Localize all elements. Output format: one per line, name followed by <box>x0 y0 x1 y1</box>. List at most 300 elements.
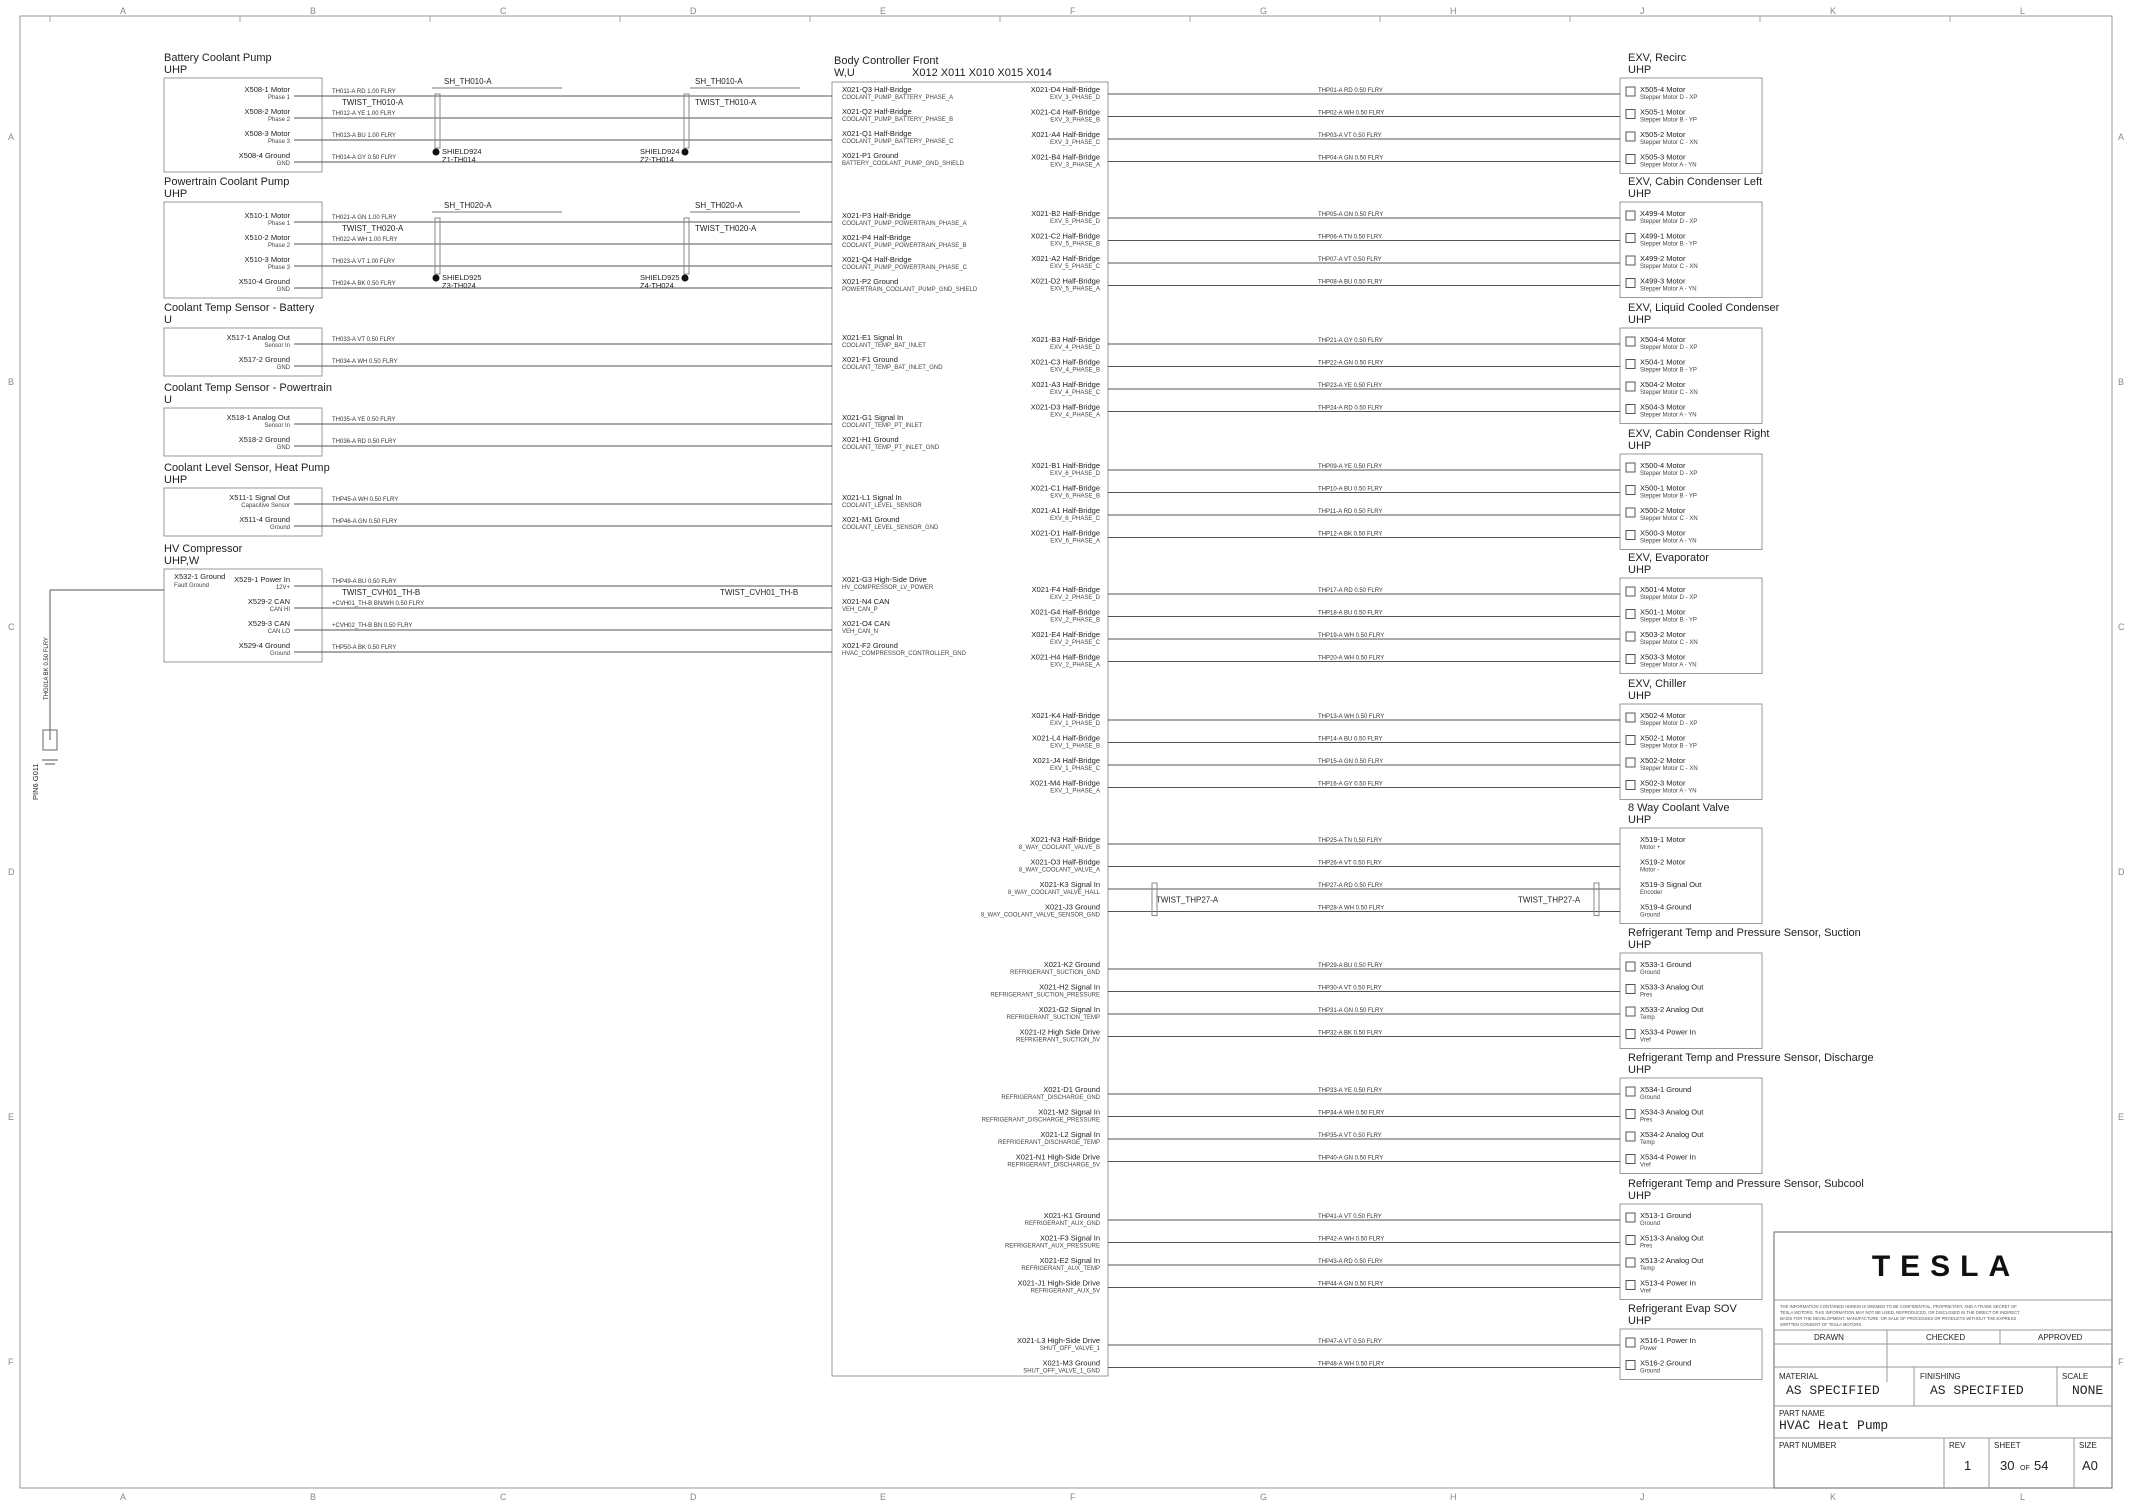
right-pin-label: X534-1 Ground <box>1640 1085 1692 1094</box>
wire-label: THP08-A BU 0.50 FLRY <box>1318 279 1383 286</box>
controller-left-pin: X021-Q4 Half-Bridge <box>842 255 912 264</box>
controller-right-signal: EXV_3_PHASE_D <box>1049 95 1100 101</box>
right-pin-sub: Vref <box>1640 1162 1651 1169</box>
wire-label: TH021-A GN 1.00 FLRY <box>332 215 397 221</box>
right-pin-sub: Stepper Motor D - XP <box>1640 595 1698 601</box>
right-pin-sub: Ground <box>1640 1095 1661 1101</box>
right-pin-sub: Ground <box>1640 970 1661 976</box>
right-pin-sub: Stepper Motor C - XN <box>1640 140 1698 146</box>
controller-right-signal: SHUT_OFF_VALVE_1_GND <box>1023 1368 1100 1375</box>
controller-right-signal: REFRIGERANT_SUCTION_PRESSURE <box>990 992 1100 999</box>
controller-right-pin: X021-K3 Signal In <box>1039 880 1100 889</box>
shield-node-dot <box>433 275 440 282</box>
left-pin-sub: GND <box>276 161 290 167</box>
pin-checkbox-icon <box>1626 256 1635 265</box>
right-pin-label: X501-4 Motor <box>1640 585 1686 594</box>
right-pin-sub: Stepper Motor B - YP <box>1640 743 1697 750</box>
controller-right-pin: X021-L4 Half-Bridge <box>1032 733 1100 743</box>
controller-right-signal: EXV_1_PHASE_C <box>1049 766 1100 772</box>
scale-value: NONE <box>2072 1383 2104 1398</box>
pin-checkbox-icon <box>1626 87 1635 96</box>
controller-right-pin: X021-J4 Half-Bridge <box>1032 756 1100 765</box>
grid-row-label-right: B <box>2118 377 2125 387</box>
pin-checkbox-icon <box>1626 632 1635 641</box>
pin-checkbox-icon <box>1626 155 1635 164</box>
left-pin-sub: Sensor In <box>264 423 290 429</box>
right-pin-label: X519-4 Ground <box>1640 902 1692 912</box>
right-pin-sub: Temp <box>1640 1140 1655 1146</box>
controller-right-pin: X021-C4 Half-Bridge <box>1030 107 1100 117</box>
grid-row-label-left: B <box>8 377 15 387</box>
right-pin-sub: Stepper Motor A - YN <box>1640 538 1697 545</box>
twist-label-right: TWIST_CVH01_TH-B <box>720 588 799 597</box>
approved-label: APPROVED <box>2038 1333 2083 1342</box>
right-pin-label: X504-3 Motor <box>1640 402 1686 412</box>
grid-row-label-left: F <box>8 1357 14 1367</box>
twist-label: TWIST_THP27-A <box>1156 895 1219 905</box>
controller-right-pin: X021-B2 Half-Bridge <box>1031 209 1100 218</box>
confidential-notice: WRITTEN CONSENT OF TESLA MOTORS. <box>1780 1322 1863 1327</box>
pin-checkbox-icon <box>1626 781 1635 790</box>
left-pin-label: X529-1 Power In <box>234 575 290 584</box>
right-pin-sub: Ground <box>1640 1221 1661 1227</box>
material-value: AS SPECIFIED <box>1786 1383 1880 1398</box>
left-pin-label: X529-3 CAN <box>247 619 290 628</box>
grid-row-label-right: A <box>2118 132 2125 142</box>
left-pin-label: X510-2 Motor <box>244 233 290 242</box>
right-component-title: EXV, Cabin Condenser Right <box>1628 428 1770 440</box>
controller-right-pin: X021-C2 Half-Bridge <box>1030 231 1100 241</box>
right-component-subtitle: UHP <box>1628 1315 1652 1327</box>
right-pin-sub: Stepper Motor D - XP <box>1640 721 1698 727</box>
controller-subtitle: W,U <box>834 67 855 79</box>
right-component-title: Refrigerant Temp and Pressure Sensor, Discharge <box>1628 1052 1874 1064</box>
shield-conn-label: Z3-TH024 <box>442 281 476 290</box>
pin-checkbox-icon <box>1626 1338 1635 1347</box>
rev-value: 1 <box>1964 1458 1972 1473</box>
wire-label: THP16-A GY 0.50 FLRY <box>1318 781 1383 788</box>
controller-right-signal: 8_WAY_COOLANT_VALVE_HALL <box>1007 890 1100 896</box>
wire-label: THP49-A BU 0.50 FLRY <box>332 579 397 585</box>
pin-checkbox-icon <box>1626 736 1635 745</box>
wire-label: THP48-A WH 0.50 FLRY <box>1318 1361 1385 1368</box>
left-pin-sub: Ground <box>269 525 290 531</box>
controller-right-pin: X021-M2 Signal In <box>1038 1107 1100 1117</box>
grid-col-label-bottom: K <box>1830 1492 1837 1502</box>
controller-right-signal: EXV_5_PHASE_C <box>1049 264 1100 270</box>
controller-right-signal: REFRIGERANT_AUX_PRESSURE <box>1004 1243 1100 1250</box>
right-pin-sub: Stepper Motor D - XP <box>1640 471 1698 477</box>
controller-right-signal: EXV_1_PHASE_B <box>1050 743 1100 750</box>
wire-label: THP17-A RD 0.50 FLRY <box>1318 588 1383 594</box>
grid-col-label-top: L <box>2020 6 2026 16</box>
controller-left-signal: VEH_CAN_N <box>842 629 879 635</box>
controller-left-signal: BATTERY_COOLANT_PUMP_GND_SHIELD <box>842 161 964 167</box>
wire-label: THP13-A WH 0.50 FLRY <box>1318 714 1385 720</box>
right-pin-sub: Stepper Motor A - YN <box>1640 662 1697 669</box>
right-pin-sub: Pres <box>1640 1243 1653 1250</box>
controller-right-pin: X021-A1 Half-Bridge <box>1031 506 1100 515</box>
left-component-title: Battery Coolant Pump <box>164 52 272 64</box>
left-pin-sub: Phase 2 <box>267 117 290 123</box>
controller-right-signal: EXV_2_PHASE_A <box>1050 662 1100 669</box>
right-pin-label: X502-1 Motor <box>1640 733 1686 743</box>
controller-left-signal: COOLANT_TEMP_BAT_INLET <box>842 343 926 349</box>
controller-right-signal: 8_WAY_COOLANT_VALVE_A <box>1018 867 1100 874</box>
pin-checkbox-icon <box>1626 486 1635 495</box>
right-pin-label: X533-4 Power In <box>1640 1027 1696 1037</box>
right-pin-sub: Stepper Motor C - XN <box>1640 516 1698 522</box>
right-pin-label: X499-3 Motor <box>1640 276 1686 286</box>
wire-label: THP31-A GN 0.50 FLRY <box>1318 1008 1384 1014</box>
grid-col-label-bottom: A <box>120 1492 127 1502</box>
left-component-title: Coolant Level Sensor, Heat Pump <box>164 462 330 474</box>
controller-right-pin: X021-B1 Half-Bridge <box>1031 461 1100 470</box>
controller-right-pin: X021-M3 Ground <box>1042 1358 1100 1368</box>
wire-label: THP43-A RD 0.50 FLRY <box>1318 1259 1383 1265</box>
pin-checkbox-icon <box>1626 962 1635 971</box>
right-pin-label: X499-1 Motor <box>1640 231 1686 241</box>
controller-right-pin: X021-E4 Half-Bridge <box>1031 630 1100 639</box>
controller-right-pin: X021-D4 Half-Bridge <box>1030 85 1100 94</box>
controller-right-pin: X021-F4 Half-Bridge <box>1031 585 1100 594</box>
left-pin-label: X518-1 Analog Out <box>226 413 290 422</box>
right-component-title: EXV, Recirc <box>1628 52 1687 64</box>
grid-row-label-left: E <box>8 1112 15 1122</box>
wire-label: THP33-A YE 0.50 FLRY <box>1318 1088 1383 1094</box>
controller-right-pin: X021-C1 Half-Bridge <box>1030 483 1100 493</box>
controller-right-signal: EXV_1_PHASE_A <box>1050 788 1100 795</box>
controller-left-pin: X021-H1 Ground <box>842 435 899 444</box>
right-pin-label: X513-2 Analog Out <box>1640 1256 1704 1265</box>
ground-ref-label: PIN6 G011 <box>31 763 40 800</box>
right-pin-label: X500-4 Motor <box>1640 461 1686 470</box>
twist-label: TWIST_CVH01_TH-B <box>342 588 421 597</box>
pin-checkbox-icon <box>1626 234 1635 243</box>
wire-label: THP23-A YE 0.50 FLRY <box>1318 383 1383 389</box>
confidential-notice: BASIS FOR THE DEVELOPMENT, MANUFACTURE, OR SALE OF PROCESSES OR PRODUCTS WITHOUT THE EXPRESS <box>1780 1316 2017 1321</box>
right-pin-sub: Encoder <box>1640 890 1663 896</box>
right-pin-sub: Power <box>1640 1346 1658 1352</box>
left-component-subtitle: U <box>164 394 172 406</box>
wire-label: THP42-A WH 0.50 FLRY <box>1318 1236 1385 1243</box>
right-pin-label: X505-3 Motor <box>1640 152 1686 162</box>
right-pin-label: X505-2 Motor <box>1640 130 1686 139</box>
controller-left-pin: X021-O4 CAN <box>842 619 890 628</box>
right-pin-label: X505-4 Motor <box>1640 85 1686 94</box>
part-number-label: PART NUMBER <box>1779 1441 1837 1450</box>
pin-checkbox-icon <box>1626 405 1635 414</box>
right-component-subtitle: UHP <box>1628 64 1652 76</box>
pin-checkbox-icon <box>1626 655 1635 664</box>
left-pin-sub: GND <box>276 365 290 371</box>
right-pin-label: X504-2 Motor <box>1640 380 1686 389</box>
controller-left-pin: X021-G1 Signal In <box>842 413 904 422</box>
right-component-title: Refrigerant Temp and Pressure Sensor, Subcool <box>1628 1178 1864 1190</box>
right-pin-label: X499-2 Motor <box>1640 254 1686 263</box>
left-component-subtitle: UHP,W <box>164 555 200 567</box>
controller-left-signal: HV_COMPRESSOR_LV_POWER <box>842 585 934 591</box>
controller-right-signal: REFRIGERANT_SUCTION_GND <box>1009 970 1100 976</box>
controller-left-signal: COOLANT_TEMP_BAT_INLET_GND <box>842 365 943 371</box>
sheet-value: 30 <box>2000 1458 2015 1473</box>
grid-col-label-top: G <box>1260 6 1268 16</box>
right-component-subtitle: UHP <box>1628 440 1652 452</box>
right-pin-sub: Vref <box>1640 1288 1651 1295</box>
wire-label: +CVH01_TH-B BN/WH 0.50 FLRY <box>332 601 425 607</box>
controller-right-pin: X021-A3 Half-Bridge <box>1031 380 1100 389</box>
right-pin-label: X502-2 Motor <box>1640 756 1686 765</box>
right-pin-sub: Stepper Motor C - XN <box>1640 390 1698 396</box>
twist-label: TWIST_TH020-A <box>342 224 404 233</box>
left-pin-sub: Phase 2 <box>267 243 290 249</box>
right-pin-label: X534-3 Analog Out <box>1640 1107 1704 1117</box>
right-pin-label: X533-1 Ground <box>1640 960 1692 969</box>
controller-right-signal: REFRIGERANT_DISCHARGE_PRESSURE <box>981 1117 1100 1124</box>
controller-left-pin: X021-F1 Ground <box>842 355 898 364</box>
twist-label-right: TWIST_TH010-A <box>695 98 757 107</box>
controller-right-pin: X021-D1 Ground <box>1043 1085 1100 1094</box>
right-pin-label: X505-1 Motor <box>1640 107 1686 117</box>
pin-checkbox-icon <box>1626 1361 1635 1370</box>
controller-left-signal: COOLANT_PUMP_POWERTRAIN_PHASE_B <box>842 243 967 249</box>
shield-node-label: SHIELD925 <box>442 273 482 282</box>
right-pin-label: X534-4 Power In <box>1640 1152 1696 1162</box>
controller-right-pin: X021-L2 Signal In <box>1040 1130 1100 1139</box>
controller-right-signal: EXV_6_PHASE_D <box>1049 471 1100 477</box>
wire-label: THP32-A BK 0.50 FLRY <box>1318 1030 1383 1037</box>
controller-left-pin: X021-E1 Signal In <box>842 333 903 342</box>
controller-right-signal: EXV_2_PHASE_B <box>1050 617 1100 624</box>
right-pin-label: X500-1 Motor <box>1640 483 1686 493</box>
left-component-subtitle: UHP <box>164 474 188 486</box>
wire-label: THP27-A RD 0.50 FLRY <box>1318 883 1383 889</box>
wire-label: THP07-A VT 0.50 FLRY <box>1318 257 1382 263</box>
right-component-subtitle: UHP <box>1628 188 1652 200</box>
right-pin-sub: Stepper Motor A - YN <box>1640 788 1697 795</box>
left-pin-label: X510-3 Motor <box>244 255 290 264</box>
wire-label: THP22-A GN 0.50 FLRY <box>1318 360 1384 367</box>
controller-left-pin: X021-P2 Ground <box>842 277 899 286</box>
controller-connectors: X012 X011 X010 X015 X014 <box>912 67 1052 79</box>
shield-conn-label-right: Z4-TH024 <box>640 281 674 290</box>
left-component-subtitle: UHP <box>164 64 188 76</box>
pin-checkbox-icon <box>1626 360 1635 369</box>
right-pin-sub: Motor - <box>1640 867 1660 874</box>
size-value: A0 <box>2082 1458 2098 1473</box>
left-pin-sub: Sensor In <box>264 343 290 349</box>
grid-col-label-top: J <box>1640 6 1645 16</box>
controller-right-signal: EXV_2_PHASE_C <box>1049 640 1100 646</box>
material-label: MATERIAL <box>1779 1372 1819 1381</box>
controller-right-pin: X021-H4 Half-Bridge <box>1030 652 1100 662</box>
controller-left-pin: X021-Q2 Half-Bridge <box>842 107 912 116</box>
right-component-title: EXV, Chiller <box>1628 678 1687 690</box>
controller-right-signal: EXV_6_PHASE_A <box>1050 538 1100 545</box>
wire-label: THP21-A GY 0.50 FLRY <box>1318 338 1383 344</box>
right-pin-label: X513-3 Analog Out <box>1640 1233 1704 1243</box>
right-pin-sub: Pres <box>1640 992 1653 999</box>
pin-checkbox-icon <box>1626 758 1635 767</box>
controller-right-pin: X021-B3 Half-Bridge <box>1031 335 1100 344</box>
grid-col-label-top: D <box>690 6 697 16</box>
pin-checkbox-icon <box>1626 1281 1635 1290</box>
controller-right-pin: X021-N3 Half-Bridge <box>1030 835 1100 844</box>
pin-checkbox-icon <box>1626 279 1635 288</box>
controller-right-signal: REFRIGERANT_AUX_GND <box>1024 1221 1100 1227</box>
pin-checkbox-icon <box>1626 1110 1635 1119</box>
right-component-subtitle: UHP <box>1628 314 1652 326</box>
shield-node-dot <box>682 275 689 282</box>
left-component-title: Powertrain Coolant Pump <box>164 176 290 188</box>
controller-right-signal: EXV_5_PHASE_B <box>1050 241 1100 248</box>
confidential-notice: THE INFORMATION CONTAINED HEREIN IS DEEMED TO BE CONFIDENTIAL, PROPRIETARY, AND A TRADE SECRET OF <box>1780 1304 2017 1309</box>
left-pin-label: X529-2 CAN <box>247 597 290 606</box>
right-pin-label: X503-2 Motor <box>1640 630 1686 639</box>
part-name-label: PART NAME <box>1779 1409 1825 1418</box>
right-pin-sub: Ground <box>1640 912 1661 919</box>
finishing-label: FINISHING <box>1920 1372 1961 1381</box>
grid-col-label-bottom: G <box>1260 1492 1268 1502</box>
shield-node-dot <box>682 149 689 156</box>
controller-left-pin: X021-P3 Half-Bridge <box>842 211 911 220</box>
right-pin-sub: Ground <box>1640 1368 1661 1375</box>
controller-right-pin: X021-L3 High-Side Drive <box>1017 1336 1100 1345</box>
pin-checkbox-icon <box>1626 531 1635 540</box>
controller-right-signal: EXV_3_PHASE_B <box>1050 117 1100 124</box>
grid-col-label-top: A <box>120 6 127 16</box>
right-pin-sub: Motor + <box>1640 845 1661 851</box>
right-component-subtitle: UHP <box>1628 814 1652 826</box>
left-pin-sub: Phase 1 <box>267 221 290 227</box>
twist-label-right: TWIST_THP27-A <box>1518 895 1581 905</box>
right-pin-label: X513-4 Power In <box>1640 1278 1696 1288</box>
controller-right-signal: 8_WAY_COOLANT_VALVE_SENSOR_GND <box>980 912 1100 919</box>
wire-label: TH034-A WH 0.50 FLRY <box>332 359 398 365</box>
right-pin-label: X519-1 Motor <box>1640 835 1686 844</box>
right-pin-label: X499-4 Motor <box>1640 209 1686 218</box>
right-component-title: EXV, Liquid Cooled Condenser <box>1628 302 1780 314</box>
controller-right-signal: EXV_3_PHASE_A <box>1050 162 1100 169</box>
left-pin-label: X517-2 Ground <box>238 355 290 364</box>
controller-right-signal: EXV_4_PHASE_B <box>1050 367 1100 374</box>
sheet-of: OF <box>2020 1465 2030 1472</box>
wire-label: THP02-A WH 0.50 FLRY <box>1318 110 1385 117</box>
right-pin-sub: Stepper Motor D - XP <box>1640 219 1698 225</box>
controller-left-pin: X021-P1 Ground <box>842 151 899 160</box>
right-pin-label: X500-3 Motor <box>1640 528 1686 538</box>
grid-col-label-bottom: J <box>1640 1492 1645 1502</box>
grid-col-label-bottom: H <box>1450 1492 1457 1502</box>
rev-label: REV <box>1949 1441 1966 1450</box>
grid-row-label-right: F <box>2118 1357 2124 1367</box>
wire-label: +CVH02_TH-B BN 0.50 FLRY <box>332 623 413 629</box>
left-pin-label: X517-1 Analog Out <box>226 333 290 342</box>
pin-checkbox-icon <box>1626 1236 1635 1245</box>
right-pin-sub: Stepper Motor B - YP <box>1640 617 1697 624</box>
shield-label-right: SH_TH010-A <box>695 77 743 86</box>
left-pin-label: X511-1 Signal Out <box>229 493 290 502</box>
wire-label: THP46-A GN 0.50 FLRY <box>332 519 398 525</box>
right-pin-label: X504-4 Motor <box>1640 335 1686 344</box>
left-pin-label: X510-1 Motor <box>244 211 290 220</box>
controller-left-pin: X021-F2 Ground <box>842 641 898 650</box>
wire-label: THP06-A TN 0.50 FLRY <box>1318 234 1383 241</box>
left-pin-label: X510-4 Ground <box>238 277 290 286</box>
controller-left-signal: COOLANT_LEVEL_SENSOR_GND <box>842 525 939 531</box>
grid-col-label-bottom: B <box>310 1492 317 1502</box>
pin-checkbox-icon <box>1626 985 1635 994</box>
wire-label: THP24-A RD 0.50 FLRY <box>1318 405 1383 412</box>
wire-label: TH024-A BK 0.50 FLRY <box>332 281 396 287</box>
pin-checkbox-icon <box>1626 713 1635 722</box>
controller-left-pin: X021-N4 CAN <box>842 597 890 606</box>
right-pin-label: X502-3 Motor <box>1640 778 1686 788</box>
left-component-title: Coolant Temp Sensor - Battery <box>164 302 315 314</box>
right-pin-label: X513-1 Ground <box>1640 1211 1692 1220</box>
wire-label: THP35-A VT 0.50 FLRY <box>1318 1133 1382 1139</box>
controller-right-signal: REFRIGERANT_DISCHARGE_GND <box>1001 1095 1100 1101</box>
left-pin-sub: CAN HI <box>269 607 290 613</box>
grid-row-label-left: C <box>8 622 15 632</box>
controller-right-pin: X021-J3 Ground <box>1044 902 1100 912</box>
right-pin-sub: Stepper Motor A - YN <box>1640 286 1697 293</box>
left-pin-sub: GND <box>276 445 290 451</box>
controller-right-signal: EXV_4_PHASE_C <box>1049 390 1100 396</box>
wire-label: THP25-A TN 0.50 FLRY <box>1318 838 1383 844</box>
controller-left-pin: X021-Q1 Half-Bridge <box>842 129 912 138</box>
left-pin-sub: GND <box>276 287 290 293</box>
controller-right-signal: REFRIGERANT_DISCHARGE_5V <box>1007 1162 1100 1169</box>
grid-col-label-bottom: C <box>500 1492 507 1502</box>
controller-right-pin: X021-G2 Signal In <box>1038 1005 1100 1014</box>
part-name-value: HVAC Heat Pump <box>1779 1418 1889 1433</box>
right-pin-sub: Stepper Motor B - YP <box>1640 367 1697 374</box>
right-pin-sub: Stepper Motor B - YP <box>1640 493 1697 500</box>
controller-right-pin: X021-K4 Half-Bridge <box>1031 711 1100 720</box>
controller-right-pin: X021-E2 Signal In <box>1039 1256 1100 1265</box>
pin-checkbox-icon <box>1626 463 1635 472</box>
right-component-title: EXV, Cabin Condenser Left <box>1628 176 1763 188</box>
grid-col-label-top: H <box>1450 6 1457 16</box>
right-pin-sub: Stepper Motor B - YP <box>1640 117 1697 124</box>
controller-right-signal: EXV_4_PHASE_D <box>1049 345 1100 351</box>
controller-right-pin: X021-M4 Half-Bridge <box>1029 778 1100 788</box>
grid-col-label-bottom: E <box>880 1492 887 1502</box>
controller-right-signal: EXV_6_PHASE_C <box>1049 516 1100 522</box>
controller-right-pin: X021-D1 Half-Bridge <box>1030 528 1100 538</box>
right-component-subtitle: UHP <box>1628 1064 1652 1076</box>
shield-conn-label: Z1-TH014 <box>442 155 476 164</box>
right-component-subtitle: UHP <box>1628 690 1652 702</box>
wire-label: THP04-A GN 0.50 FLRY <box>1318 155 1384 162</box>
controller-right-signal: REFRIGERANT_AUX_TEMP <box>1021 1266 1100 1272</box>
right-pin-label: X534-2 Analog Out <box>1640 1130 1704 1139</box>
right-pin-sub: Temp <box>1640 1015 1655 1021</box>
controller-left-signal: COOLANT_PUMP_POWERTRAIN_PHASE_C <box>842 265 967 271</box>
left-pin-sub: 12V+ <box>275 585 290 591</box>
drawn-label: DRAWN <box>1814 1333 1844 1342</box>
grid-col-label-top: F <box>1070 6 1076 16</box>
right-pin-sub: Stepper Motor C - XN <box>1640 766 1698 772</box>
wire-label: TH012-A YE 1.00 FLRY <box>332 111 396 117</box>
controller-right-pin: X021-I2 High Side Drive <box>1019 1027 1100 1037</box>
twist-label: TWIST_TH010-A <box>342 98 404 107</box>
controller-right-signal: REFRIGERANT_SUCTION_5V <box>1015 1037 1100 1044</box>
wire-label: TH014-A GY 0.50 FLRY <box>332 155 397 161</box>
pin-checkbox-icon <box>1626 1030 1635 1039</box>
right-pin-sub: Temp <box>1640 1266 1655 1272</box>
